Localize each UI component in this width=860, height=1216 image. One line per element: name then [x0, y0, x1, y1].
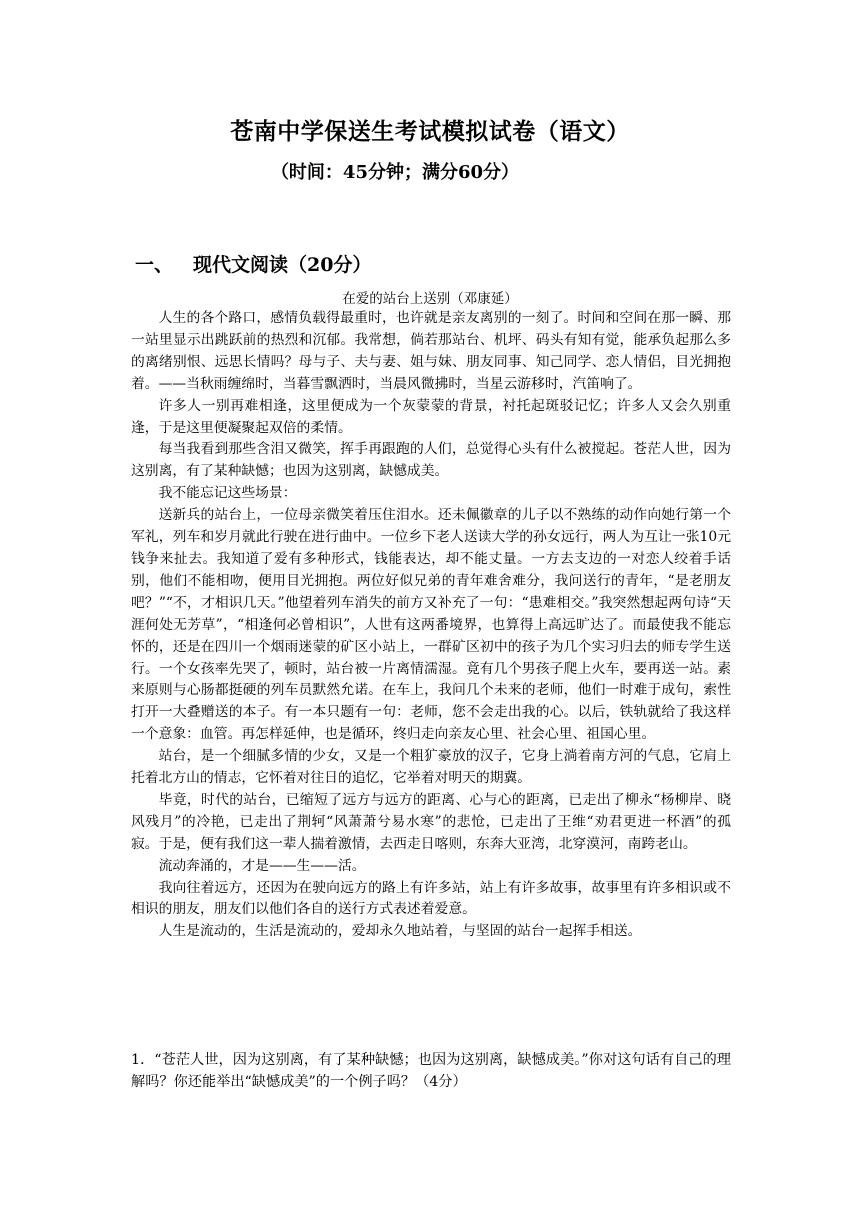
article-title: 在爱的站台上送别（邓康延） [342, 291, 518, 307]
article-paragraph: 我不能忘记这些场景： [158, 485, 297, 502]
article-paragraph: 每当我看到那些含泪又微笑，挥手再跟跑的人们，总觉得心头有什么被搅起。苍茫人世，因为这别离，有了某种缺憾；也因为这别离，缺憾成美。 [131, 441, 731, 480]
exam-subtitle: （时间：45分钟；满分60分） [270, 162, 520, 183]
question-1: 1．“苍茫人世，因为这别离，有了某种缺憾；也因为这别离，缺憾成美。”你对这句话有自己的理解吗？你还能举出“缺憾成美”的一个例子吗？（4分） [131, 1052, 731, 1090]
article-paragraph: 许多人一别再难相逢，这里便成为一个灰蒙蒙的背景，衬托起斑驳记忆；许多人又会久别重逢，于是这里便凝聚起双倍的柔情。 [131, 397, 731, 436]
article-paragraph: 人生是流动的，生活是流动的，爱却永久地站着，与坚固的站台一起挥手相送。 [158, 923, 642, 940]
section-heading [135, 250, 371, 277]
exam-title: 苍南中学保送生考试模拟试卷（语文） [230, 118, 630, 145]
section-title: 现代文阅读（20分） [193, 254, 372, 276]
article-paragraph: 送新兵的站台上，一位母亲微笑着压住泪水。还未佩徽章的儿子以不熟练的动作向她行第一个军礼，列车和岁月就此行驶在进行曲中。一位乡下老人送读大学的孙女远行，两人为互让一张10元钱争来扯去。我知道了爱有多种形式，钱能表达，却不能丈量。一方去支边的一对恋人绞着手话别，他们不能相吻，便用目光拥抱。两位好似兄弟的青年难舍难分，我问送行的青年，“是老朋友吧？”“不，才相识几天。”他望着列车消失的前方又补充了一句：“患难相交。”我突然想起两句诗“天涯何处无芳草”，“相逢何必曾相识”，人世有这两番境界，也算得上高远旷达了。而最使我不能忘怀的，还是在四川一个烟雨迷蒙的矿区小站上，一群矿区初中的孩子为几个实习归去的师专学生送行。一个女孩率先哭了，顿时，站台被一片离情濡湿。竟有几个男孩子爬上火车，要再送一站。素来原则与心肠都挺硬的列车员默然允诺。在车上，我问几个未来的老师，他们一时难于成句，索性打开一大叠赠送的本子。有一本只题有一句：老师，您不会走出我的心。以后，铁轨就给了我这样一个意象：血管。再怎样延伸，也是循环，终归走向亲友心里、社会心里、祖国心里。 [131, 507, 731, 743]
article-paragraph: 毕竟，时代的站台，已缩短了远方与远方的距离、心与心的距离，已走出了柳永“杨柳岸、晓风残月”的冷艳，已走出了荆轲“风萧萧兮易水寒”的悲怆，已走出了王维“劝君更进一杯酒”的孤寂。于是，便有我们这一辈人揣着激情，去西走日喀则，东奔大亚湾，北穿漠河，南跨老山。 [131, 791, 731, 852]
article-body [131, 308, 731, 943]
question-block [131, 1049, 731, 1093]
section-number: 一、 [135, 254, 174, 276]
article-paragraph: 站台，是一个细腻多情的少女，又是一个粗犷豪放的汉子，它身上淌着南方河的气息，它肩上托着北方山的情志，它怀着对往日的追忆，它举着对明天的期冀。 [131, 748, 731, 787]
article-paragraph: 人生的各个路口，感情负载得最重时，也许就是亲友离别的一刻了。时间和空间在那一瞬、那一站里显示出跳跃前的热烈和沉郁。我常想，倘若那站台、机坪、码头有知有觉，能承负起那么多的离绪别恨、远思长情吗？母与子、夫与妻、姐与妹、朋友同事、知己同学、恋人情侣，目光拥抱着。——当秋雨缠绵时，当暮雪飘洒时，当晨风微拂时，当星云游移时，汽笛响了。 [131, 310, 731, 392]
article-paragraph: 流动奔涌的，才是——生——活。 [158, 857, 366, 874]
article-paragraph: 我向往着远方，还因为在驶向远方的路上有许多站，站上有许多故事，故事里有许多相识或不相识的朋友，朋友们以他们各自的送行方式表述着爱意。 [131, 879, 731, 918]
